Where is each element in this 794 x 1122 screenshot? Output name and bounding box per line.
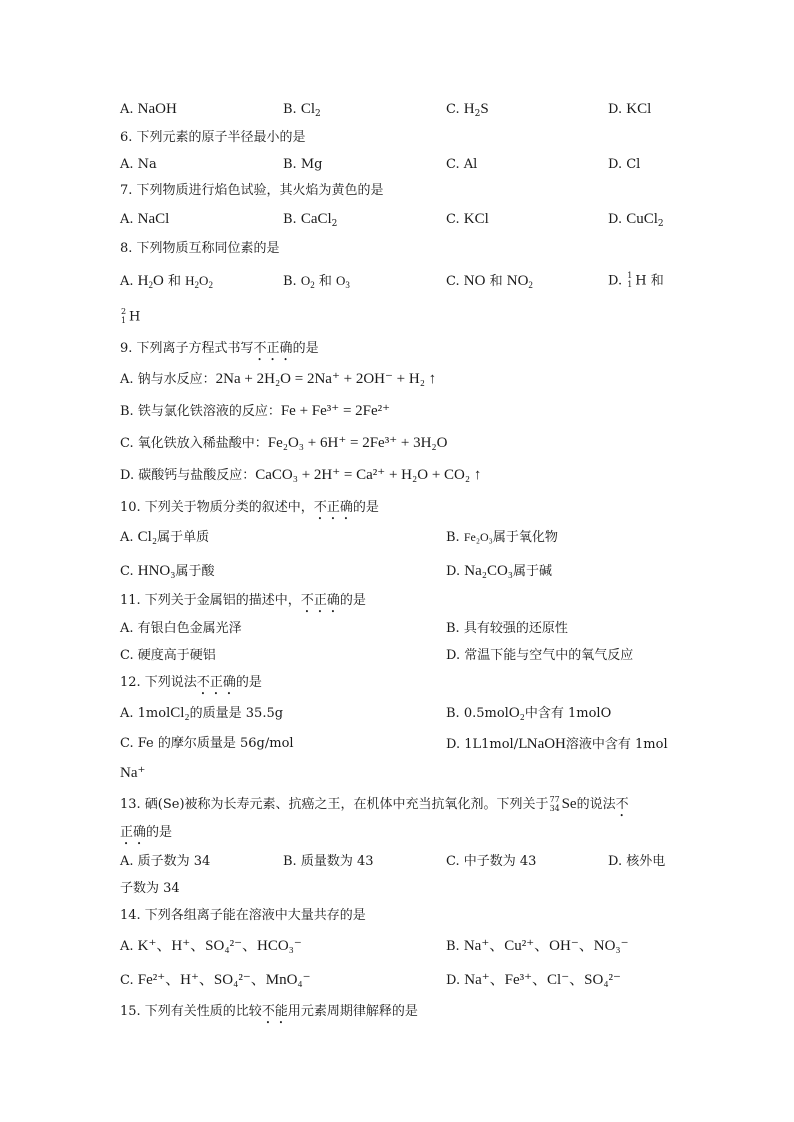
q6-option-a: A. Na [120,157,157,172]
q12-option-d: D. 1L1mol/LNaOH溶液中含有 1mol [446,736,668,752]
q11-option-b: B. 具有较强的还原性 [446,621,568,636]
q7-stem: 7. 下列物质进行焰色试验，其火焰为黄色的是 [120,183,384,198]
q5-option-c: C. $H_2S$ [446,101,489,119]
q11-option-c: C. 硬度高于硬铝 [120,648,216,663]
q7-option-d: D. CuCl$_2$ [608,211,664,229]
q5-option-d: D. KCl [608,101,652,117]
isotope-se-notation: 77 34 [549,794,560,813]
q8-option-a: A. $H_2O$ 和 $H_2O_2$ [120,273,213,290]
q11-option-d: D. 常温下能与空气中的氧气反应 [446,648,634,663]
q9-option-b: B. 铁与氯化铁溶液的反应：Fe + Fe³⁺ = 2Fe²⁺ [120,403,391,419]
q7-option-c: C. KCl [446,211,489,227]
q6-option-d: D. Cl [608,157,641,172]
q12-option-a: A. 1molCl₂的质量是 35.5g [120,705,284,721]
isotope-h2-notation: 2 1 [121,307,127,325]
q12-option-c: C. Fe 的摩尔质量是 56g/mol [120,736,294,751]
q5-option-b: B. $Cl_2$ [283,101,321,119]
q5-option-a: A. NaOH [120,101,177,117]
q13-option-d-wrap: 子数为 34 [120,881,180,896]
q12-stem: 12. 下列说法不正确的是 [120,675,262,690]
q13-option-d: D. 核外电 [608,854,666,869]
q9-stem: 9. 下列离子方程式书写不正确的是 [120,341,319,356]
q10-option-c: C. HNO₃属于酸 [120,563,215,579]
q11-stem: 11. 下列关于金属铝的描述中，不正确的是 [120,593,366,608]
q13-stem: 13. 硒(Se)被称为长寿元素、抗癌之王，在机体中充当抗氧化剂。下列关于 77 34 Se的说法不 [120,794,629,813]
q14-stem: 14. 下列各组离子能在溶液中大量共存的是 [120,908,366,923]
q11-option-a: A. 有银白色金属光泽 [120,621,242,636]
q9-option-a: A. 钠与水反应：2Na + 2H₂O = 2Na⁺ + 2OH⁻ + H₂ ↑ [120,371,437,387]
q8-option-d: D. 1 1 H 和 [608,271,664,289]
q14-option-c: C. Fe²⁺、H⁺、SO₄²⁻、MnO₄⁻ [120,972,311,988]
q13-option-b: B. 质量数为 43 [283,854,374,869]
q6-option-c: C. Al [446,157,478,172]
isotope-h1-notation: 1 1 [627,271,633,289]
q7-option-a: A. NaCl [120,211,170,227]
q6-stem: 6. 下列元素的原子半径最小的是 [120,130,306,145]
q13-stem-line2: 正确的是 [120,825,173,840]
q9-option-d: D. 碳酸钙与盐酸反应：CaCO₃ + 2H⁺ = Ca²⁺ + H₂O + CO₂ ↑ [120,467,482,483]
q6-option-b: B. Mg [283,157,323,172]
q12-option-d-wrap: Na⁺ [120,765,146,781]
q14-option-b: B. Na⁺、Cu²⁺、OH⁻、NO₃⁻ [446,938,629,954]
q14-option-a: A. K⁺、H⁺、SO₄²⁻、HCO₃⁻ [120,938,302,954]
q12-option-b: B. 0.5molO₂中含有 1molO [446,705,612,721]
q8-option-b: B. $O_2$ 和 $O_3$ [283,273,350,290]
q8-option-c: C. NO 和 $NO_2$ [446,273,533,290]
q10-option-b: B. Fe₂O₃属于氧化物 [446,530,558,545]
q13-option-a: A. 质子数为 34 [120,854,211,869]
q10-option-a: A. Cl₂属于单质 [120,529,210,545]
q8-stem: 8. 下列物质互称同位素的是 [120,241,280,256]
q15-stem: 15. 下列有关性质的比较不能用元素周期律解释的是 [120,1004,418,1019]
q10-option-d: D. Na₂CO₃属于碱 [446,563,553,579]
q13-option-c: C. 中子数为 43 [446,854,537,869]
q8-option-d-wrap: 2 1 H [121,307,141,325]
q7-option-b: B. CaCl$_2$ [283,211,338,229]
q14-option-d: D. Na⁺、Fe³⁺、Cl⁻、SO₄²⁻ [446,972,621,988]
q10-stem: 10. 下列关于物质分类的叙述中，不正确的是 [120,500,379,515]
q9-option-c: C. 氧化铁放入稀盐酸中：Fe₂O₃ + 6H⁺ = 2Fe³⁺ + 3H₂O [120,435,448,451]
